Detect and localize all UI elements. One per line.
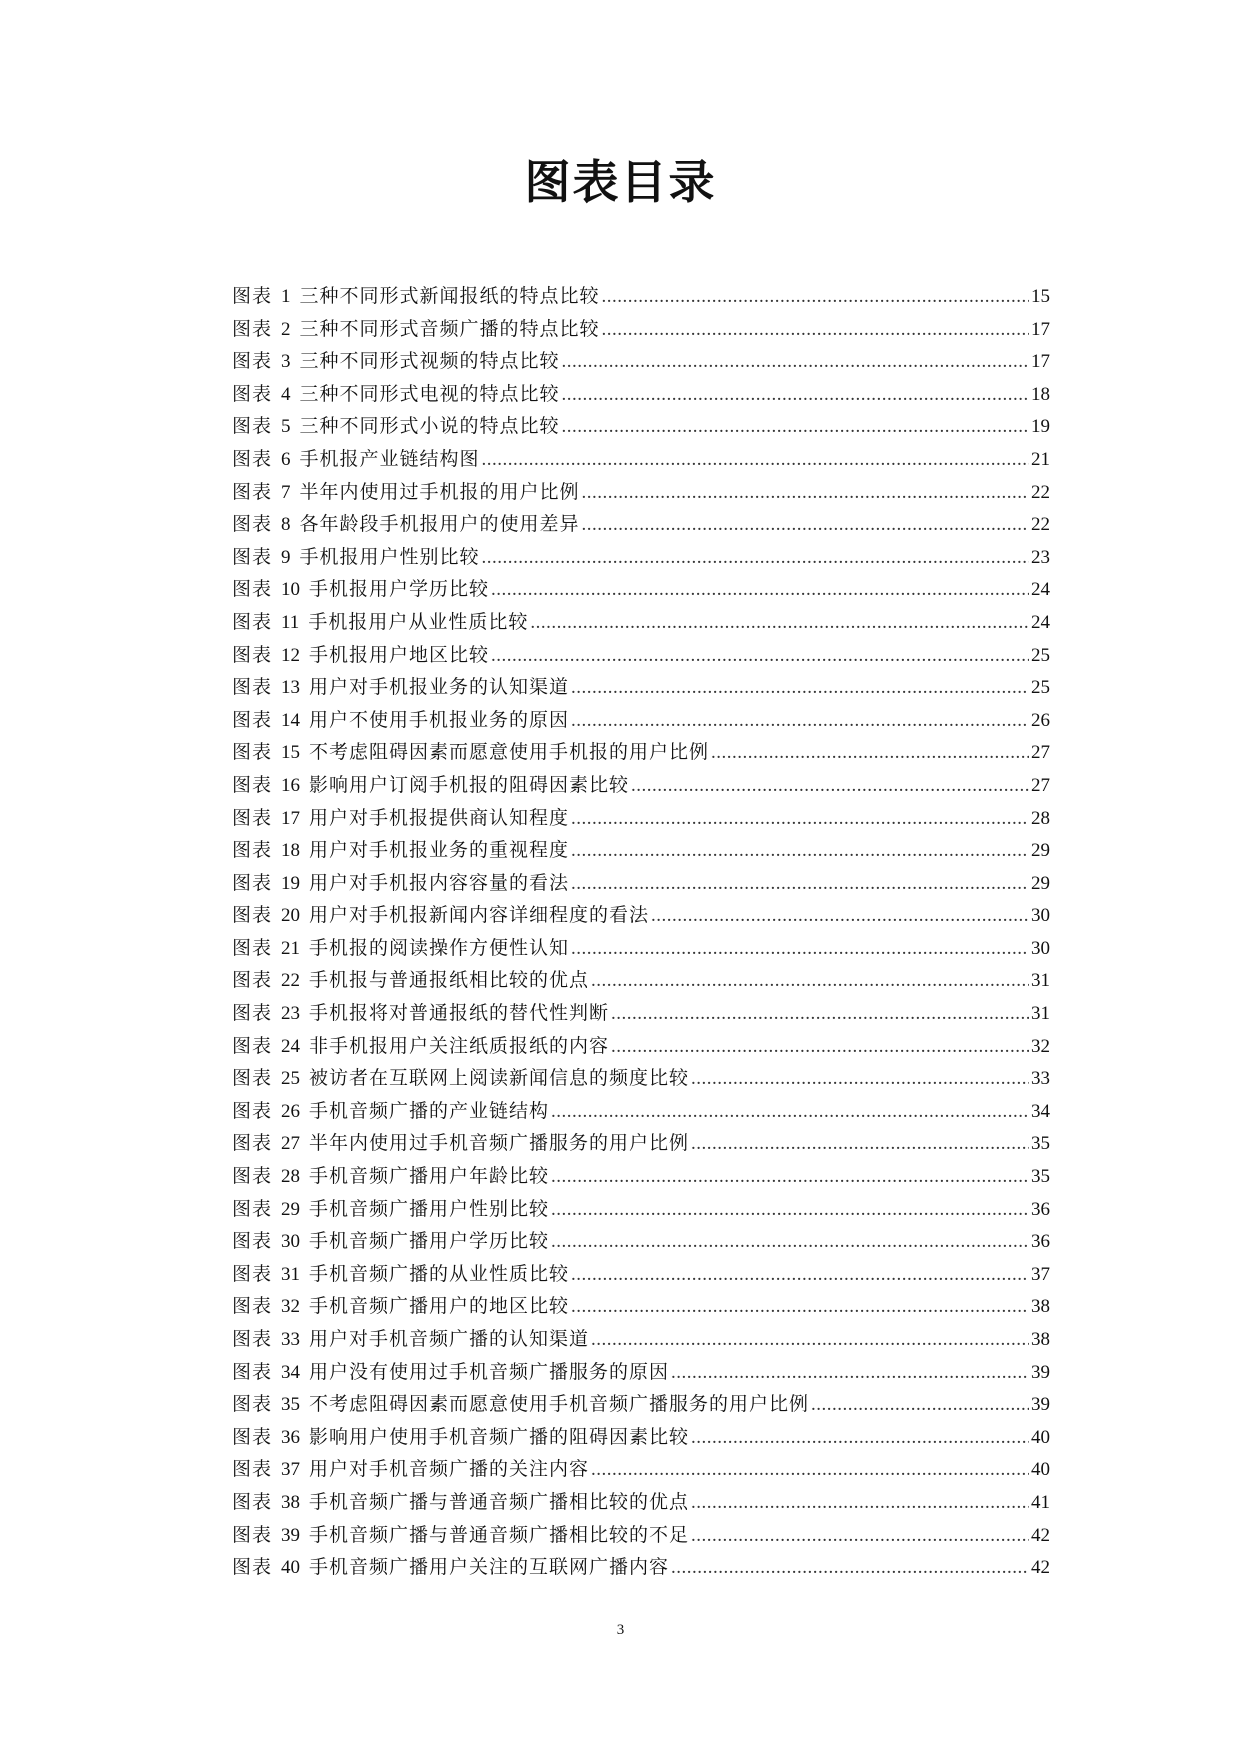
- dot-leader: [551, 1194, 1029, 1227]
- entry-number: 4: [281, 383, 291, 405]
- entry-prefix: 图表: [232, 1165, 273, 1188]
- entry-prefix: 图表: [232, 1067, 273, 1090]
- entry-page-number: 34: [1031, 1100, 1050, 1122]
- entry-page-number: 24: [1031, 579, 1050, 601]
- figure-index-entry[interactable]: [232, 899, 1050, 932]
- entry-prefix: 图表: [232, 578, 273, 601]
- entry-prefix: 图表: [232, 1328, 273, 1350]
- entry-page-number: 22: [1031, 514, 1050, 536]
- entry-number: 20: [281, 905, 301, 927]
- entry-title: 手机音频广播的从业性质比较: [309, 1262, 570, 1285]
- entry-page-number: 38: [1031, 1296, 1050, 1318]
- dot-leader: [691, 1063, 1029, 1096]
- figure-index-list: [232, 280, 1050, 1584]
- dot-leader: [691, 1422, 1029, 1455]
- entry-title: 手机报用户地区比较: [309, 643, 490, 666]
- figure-index-entry[interactable]: [232, 1551, 1050, 1584]
- entry-title: 半年内使用过手机报的用户比例: [299, 480, 580, 503]
- entry-page-number: 29: [1031, 840, 1050, 862]
- dot-leader: [571, 803, 1029, 836]
- dot-leader: [691, 1128, 1029, 1161]
- dot-leader: [491, 640, 1029, 673]
- entry-number: 5: [281, 416, 291, 438]
- entry-title: 手机报用户性别比较: [299, 545, 480, 568]
- entry-number: 22: [281, 970, 301, 992]
- entry-title: 用户不使用手机报业务的原因: [309, 708, 570, 731]
- entry-number: 37: [281, 1459, 301, 1481]
- entry-prefix: 图表: [232, 285, 273, 307]
- dot-leader: [591, 1324, 1029, 1357]
- figure-index-entry[interactable]: [232, 1388, 1050, 1421]
- dot-leader: [571, 1291, 1029, 1324]
- entry-number: 9: [281, 546, 291, 568]
- dot-leader: [482, 444, 1029, 477]
- entry-title: 半年内使用过手机音频广播服务的用户比例: [309, 1132, 690, 1155]
- entry-title: 手机报的阅读操作方便性认知: [309, 936, 570, 959]
- dot-leader: [671, 1357, 1029, 1390]
- entry-title: 三种不同形式音频广播的特点比较: [299, 317, 600, 340]
- entry-page-number: 36: [1031, 1231, 1050, 1253]
- figure-index-entry[interactable]: [232, 443, 1050, 476]
- entry-title: 手机报用户从业性质比较: [308, 610, 529, 633]
- entry-prefix: 图表: [232, 773, 273, 796]
- entry-number: 39: [281, 1524, 301, 1546]
- entry-title: 用户对手机音频广播的认知渠道: [309, 1328, 590, 1350]
- entry-title: 手机报与普通报纸相比较的优点: [309, 969, 590, 992]
- dot-leader: [571, 1259, 1029, 1292]
- entry-page-number: 27: [1031, 742, 1050, 764]
- entry-title: 各年龄段手机报用户的使用差异: [299, 513, 580, 536]
- entry-number: 31: [281, 1263, 301, 1285]
- dot-leader: [491, 574, 1029, 607]
- entry-prefix: 图表: [232, 1360, 273, 1383]
- entry-prefix: 图表: [232, 480, 273, 503]
- dot-leader: [611, 1031, 1029, 1064]
- entry-title: 用户对手机报业务的重视程度: [309, 839, 570, 862]
- entry-title: 影响用户订阅手机报的阻碍因素比较: [309, 773, 630, 796]
- figure-index-entry[interactable]: [232, 802, 1050, 835]
- entry-page-number: 37: [1031, 1263, 1050, 1285]
- figure-index-entry[interactable]: [232, 410, 1050, 443]
- dot-leader: [651, 900, 1029, 933]
- dot-leader: [602, 314, 1029, 347]
- dot-leader: [551, 1096, 1029, 1129]
- entry-prefix: 图表: [232, 1295, 273, 1318]
- entry-prefix: 图表: [232, 904, 273, 927]
- figure-index-entry[interactable]: [232, 313, 1050, 346]
- dot-leader: [711, 737, 1029, 770]
- entry-title: 影响用户使用手机音频广播的阻碍因素比较: [309, 1425, 690, 1448]
- entry-number: 23: [281, 1003, 301, 1025]
- entry-number: 18: [281, 840, 301, 862]
- entry-page-number: 22: [1031, 481, 1050, 503]
- entry-number: 15: [281, 742, 301, 764]
- entry-prefix: 图表: [232, 545, 273, 568]
- dot-leader: [591, 965, 1029, 998]
- dot-leader: [530, 607, 1029, 640]
- entry-number: 24: [281, 1035, 301, 1057]
- entry-number: 19: [281, 872, 301, 894]
- entry-title: 手机音频广播用户年龄比较: [309, 1165, 550, 1188]
- figure-index-entry[interactable]: [232, 508, 1050, 541]
- entry-prefix: 图表: [232, 1490, 273, 1513]
- dot-leader: [591, 1454, 1029, 1487]
- entry-number: 14: [281, 709, 301, 731]
- entry-title: 三种不同形式新闻报纸的特点比较: [299, 285, 600, 307]
- dot-leader: [551, 1161, 1029, 1194]
- dot-leader: [571, 868, 1029, 901]
- entry-number: 28: [281, 1166, 301, 1188]
- dot-leader: [571, 835, 1029, 868]
- figure-index-entry[interactable]: [232, 704, 1050, 737]
- entry-number: 25: [281, 1068, 301, 1090]
- entry-number: 36: [281, 1426, 301, 1448]
- dot-leader: [551, 1226, 1029, 1259]
- entry-number: 7: [281, 481, 291, 503]
- entry-number: 33: [281, 1329, 301, 1350]
- figure-index-entry[interactable]: [232, 1258, 1050, 1291]
- entry-page-number: 40: [1031, 1426, 1050, 1448]
- entry-title: 不考虑阻碍因素而愿意使用手机报的用户比例: [309, 741, 710, 764]
- entry-number: 26: [281, 1100, 301, 1122]
- entry-page-number: 23: [1031, 546, 1050, 568]
- entry-prefix: 图表: [232, 513, 273, 536]
- entry-number: 1: [281, 286, 291, 307]
- figure-index-entry[interactable]: [232, 867, 1050, 900]
- entry-prefix: 图表: [232, 806, 273, 829]
- entry-page-number: 24: [1031, 611, 1050, 633]
- entry-title: 手机音频广播与普通音频广播相比较的不足: [309, 1523, 690, 1546]
- entry-prefix: 图表: [232, 610, 273, 633]
- figure-index-entry[interactable]: [232, 769, 1050, 802]
- figure-index-entry[interactable]: [232, 1193, 1050, 1226]
- entry-number: 8: [281, 514, 291, 536]
- entry-title: 手机音频广播用户性别比较: [309, 1197, 550, 1220]
- entry-number: 38: [281, 1491, 301, 1513]
- entry-page-number: 31: [1031, 1003, 1050, 1025]
- entry-prefix: 图表: [232, 1132, 273, 1155]
- entry-prefix: 图表: [232, 1197, 273, 1220]
- entry-page-number: 21: [1031, 448, 1050, 470]
- entry-number: 16: [281, 774, 301, 796]
- entry-title: 手机音频广播的产业链结构: [309, 1099, 550, 1122]
- dot-leader: [602, 281, 1029, 314]
- entry-prefix: 图表: [232, 350, 273, 373]
- figure-index-entry[interactable]: [232, 573, 1050, 606]
- entry-prefix: 图表: [232, 1230, 273, 1253]
- entry-prefix: 图表: [232, 317, 273, 340]
- entry-prefix: 图表: [232, 1458, 273, 1481]
- entry-prefix: 图表: [232, 936, 273, 959]
- figure-index-entry[interactable]: [232, 1030, 1050, 1063]
- entry-page-number: 19: [1031, 416, 1050, 438]
- entry-number: 12: [281, 644, 301, 666]
- dot-leader: [562, 379, 1029, 412]
- entry-page-number: 15: [1031, 286, 1050, 307]
- figure-index-entry[interactable]: [232, 1453, 1050, 1486]
- figure-index-entry[interactable]: [232, 1062, 1050, 1095]
- entry-number: 21: [281, 937, 301, 959]
- entry-page-number: 32: [1031, 1035, 1050, 1057]
- entry-page-number: 38: [1031, 1329, 1050, 1350]
- entry-title: 被访者在互联网上阅读新闻信息的频度比较: [309, 1067, 690, 1090]
- entry-title: 手机音频广播与普通音频广播相比较的优点: [309, 1490, 690, 1513]
- entry-prefix: 图表: [232, 643, 273, 666]
- entry-number: 2: [281, 318, 291, 340]
- figure-index-entry[interactable]: [232, 1356, 1050, 1389]
- entry-page-number: 17: [1031, 351, 1050, 373]
- entry-prefix: 图表: [232, 382, 273, 405]
- dot-leader: [571, 705, 1029, 738]
- entry-title: 三种不同形式视频的特点比较: [299, 350, 560, 373]
- entry-title: 用户对手机音频广播的关注内容: [309, 1458, 590, 1481]
- figure-index-entry[interactable]: [232, 997, 1050, 1030]
- figure-index-entry[interactable]: [232, 378, 1050, 411]
- figure-index-entry[interactable]: [232, 1127, 1050, 1160]
- figure-index-entry[interactable]: [232, 1160, 1050, 1193]
- entry-prefix: 图表: [232, 871, 273, 894]
- entry-page-number: 39: [1031, 1361, 1050, 1383]
- entry-page-number: 42: [1031, 1524, 1050, 1546]
- entry-page-number: 28: [1031, 807, 1050, 829]
- entry-title: 手机报产业链结构图: [299, 447, 480, 470]
- entry-title: 手机报用户学历比较: [309, 578, 490, 601]
- entry-number: 32: [281, 1296, 301, 1318]
- entry-title: 用户对手机报新闻内容详细程度的看法: [309, 904, 650, 927]
- figure-index-entry[interactable]: [232, 345, 1050, 378]
- figure-index-entry[interactable]: [232, 1225, 1050, 1258]
- entry-page-number: 30: [1031, 905, 1050, 927]
- entry-title: 非手机报用户关注纸质报纸的内容: [309, 1034, 610, 1057]
- entry-page-number: 17: [1031, 318, 1050, 340]
- entry-page-number: 27: [1031, 774, 1050, 796]
- entry-prefix: 图表: [232, 1002, 273, 1025]
- entry-title: 手机音频广播用户关注的互联网广播内容: [309, 1556, 670, 1579]
- figure-index-entry[interactable]: [232, 671, 1050, 704]
- entry-prefix: 图表: [232, 1262, 273, 1285]
- entry-number: 30: [281, 1231, 301, 1253]
- entry-page-number: 25: [1031, 677, 1050, 699]
- entry-prefix: 图表: [232, 839, 273, 862]
- entry-prefix: 图表: [232, 1556, 273, 1579]
- figure-index-entry[interactable]: [232, 1486, 1050, 1519]
- dot-leader: [811, 1389, 1029, 1422]
- entry-page-number: 29: [1031, 872, 1050, 894]
- figure-index-entry[interactable]: [232, 1095, 1050, 1128]
- entry-page-number: 33: [1031, 1068, 1050, 1090]
- dot-leader: [691, 1520, 1029, 1553]
- entry-title: 三种不同形式小说的特点比较: [299, 415, 560, 438]
- figure-index-entry[interactable]: [232, 280, 1050, 313]
- dot-leader: [691, 1487, 1029, 1520]
- entry-title: 不考虑阻碍因素而愿意使用手机音频广播服务的用户比例: [309, 1393, 810, 1416]
- entry-page-number: 31: [1031, 970, 1050, 992]
- entry-page-number: 40: [1031, 1459, 1050, 1481]
- entry-title: 用户对手机报业务的认知渠道: [309, 676, 570, 699]
- entry-prefix: 图表: [232, 447, 273, 470]
- entry-number: 6: [281, 448, 291, 470]
- entry-number: 13: [281, 677, 301, 699]
- page-title: 图表目录: [524, 155, 717, 209]
- entry-number: 3: [281, 351, 291, 373]
- entry-title: 手机音频广播用户学历比较: [309, 1230, 550, 1253]
- dot-leader: [571, 672, 1029, 705]
- entry-prefix: 图表: [232, 676, 273, 699]
- figure-index-entry[interactable]: [232, 834, 1050, 867]
- entry-number: 40: [281, 1557, 301, 1579]
- entry-page-number: 30: [1031, 937, 1050, 959]
- figure-index-entry[interactable]: [232, 1323, 1050, 1356]
- figure-index-entry[interactable]: [232, 476, 1050, 509]
- figure-index-entry[interactable]: [232, 639, 1050, 672]
- entry-page-number: 35: [1031, 1133, 1050, 1155]
- entry-prefix: 图表: [232, 969, 273, 992]
- entry-prefix: 图表: [232, 1099, 273, 1122]
- entry-number: 29: [281, 1198, 301, 1220]
- entry-title: 用户对手机报内容容量的看法: [309, 871, 570, 894]
- dot-leader: [571, 933, 1029, 966]
- dot-leader: [582, 477, 1029, 510]
- page-number: 3: [616, 1622, 625, 1638]
- entry-title: 三种不同形式电视的特点比较: [299, 382, 560, 405]
- entry-prefix: 图表: [232, 1393, 273, 1416]
- entry-page-number: 25: [1031, 644, 1050, 666]
- entry-title: 手机报将对普通报纸的替代性判断: [309, 1002, 610, 1025]
- entry-title: 用户没有使用过手机音频广播服务的原因: [309, 1360, 670, 1383]
- dot-leader: [582, 509, 1029, 542]
- dot-leader: [631, 770, 1029, 803]
- entry-prefix: 图表: [232, 1425, 273, 1448]
- entry-prefix: 图表: [232, 1523, 273, 1546]
- figure-index-entry[interactable]: [232, 606, 1050, 639]
- entry-prefix: 图表: [232, 741, 273, 764]
- entry-page-number: 36: [1031, 1198, 1050, 1220]
- figure-index-entry[interactable]: [232, 736, 1050, 769]
- dot-leader: [671, 1552, 1029, 1585]
- entry-number: 10: [281, 579, 301, 601]
- dot-leader: [482, 542, 1029, 575]
- figure-index-entry[interactable]: [232, 541, 1050, 574]
- entry-number: 17: [281, 807, 301, 829]
- figure-index-entry[interactable]: [232, 1421, 1050, 1454]
- entry-page-number: 42: [1031, 1557, 1050, 1579]
- entry-title: 用户对手机报提供商认知程度: [309, 806, 570, 829]
- entry-page-number: 41: [1031, 1491, 1050, 1513]
- entry-number: 11: [281, 611, 300, 633]
- figure-index-entry[interactable]: [232, 932, 1050, 965]
- entry-title: 手机音频广播用户的地区比较: [309, 1295, 570, 1318]
- entry-prefix: 图表: [232, 708, 273, 731]
- dot-leader: [562, 346, 1029, 379]
- entry-prefix: 图表: [232, 1034, 273, 1057]
- figure-index-entry[interactable]: [232, 1519, 1050, 1552]
- entry-number: 35: [281, 1394, 301, 1416]
- entry-page-number: 18: [1031, 383, 1050, 405]
- figure-index-entry[interactable]: [232, 1290, 1050, 1323]
- entry-page-number: 35: [1031, 1166, 1050, 1188]
- dot-leader: [611, 998, 1029, 1031]
- entry-number: 27: [281, 1133, 301, 1155]
- entry-number: 34: [281, 1361, 301, 1383]
- figure-index-entry[interactable]: [232, 964, 1050, 997]
- entry-page-number: 26: [1031, 709, 1050, 731]
- entry-page-number: 39: [1031, 1394, 1050, 1416]
- entry-prefix: 图表: [232, 415, 273, 438]
- dot-leader: [562, 411, 1029, 444]
